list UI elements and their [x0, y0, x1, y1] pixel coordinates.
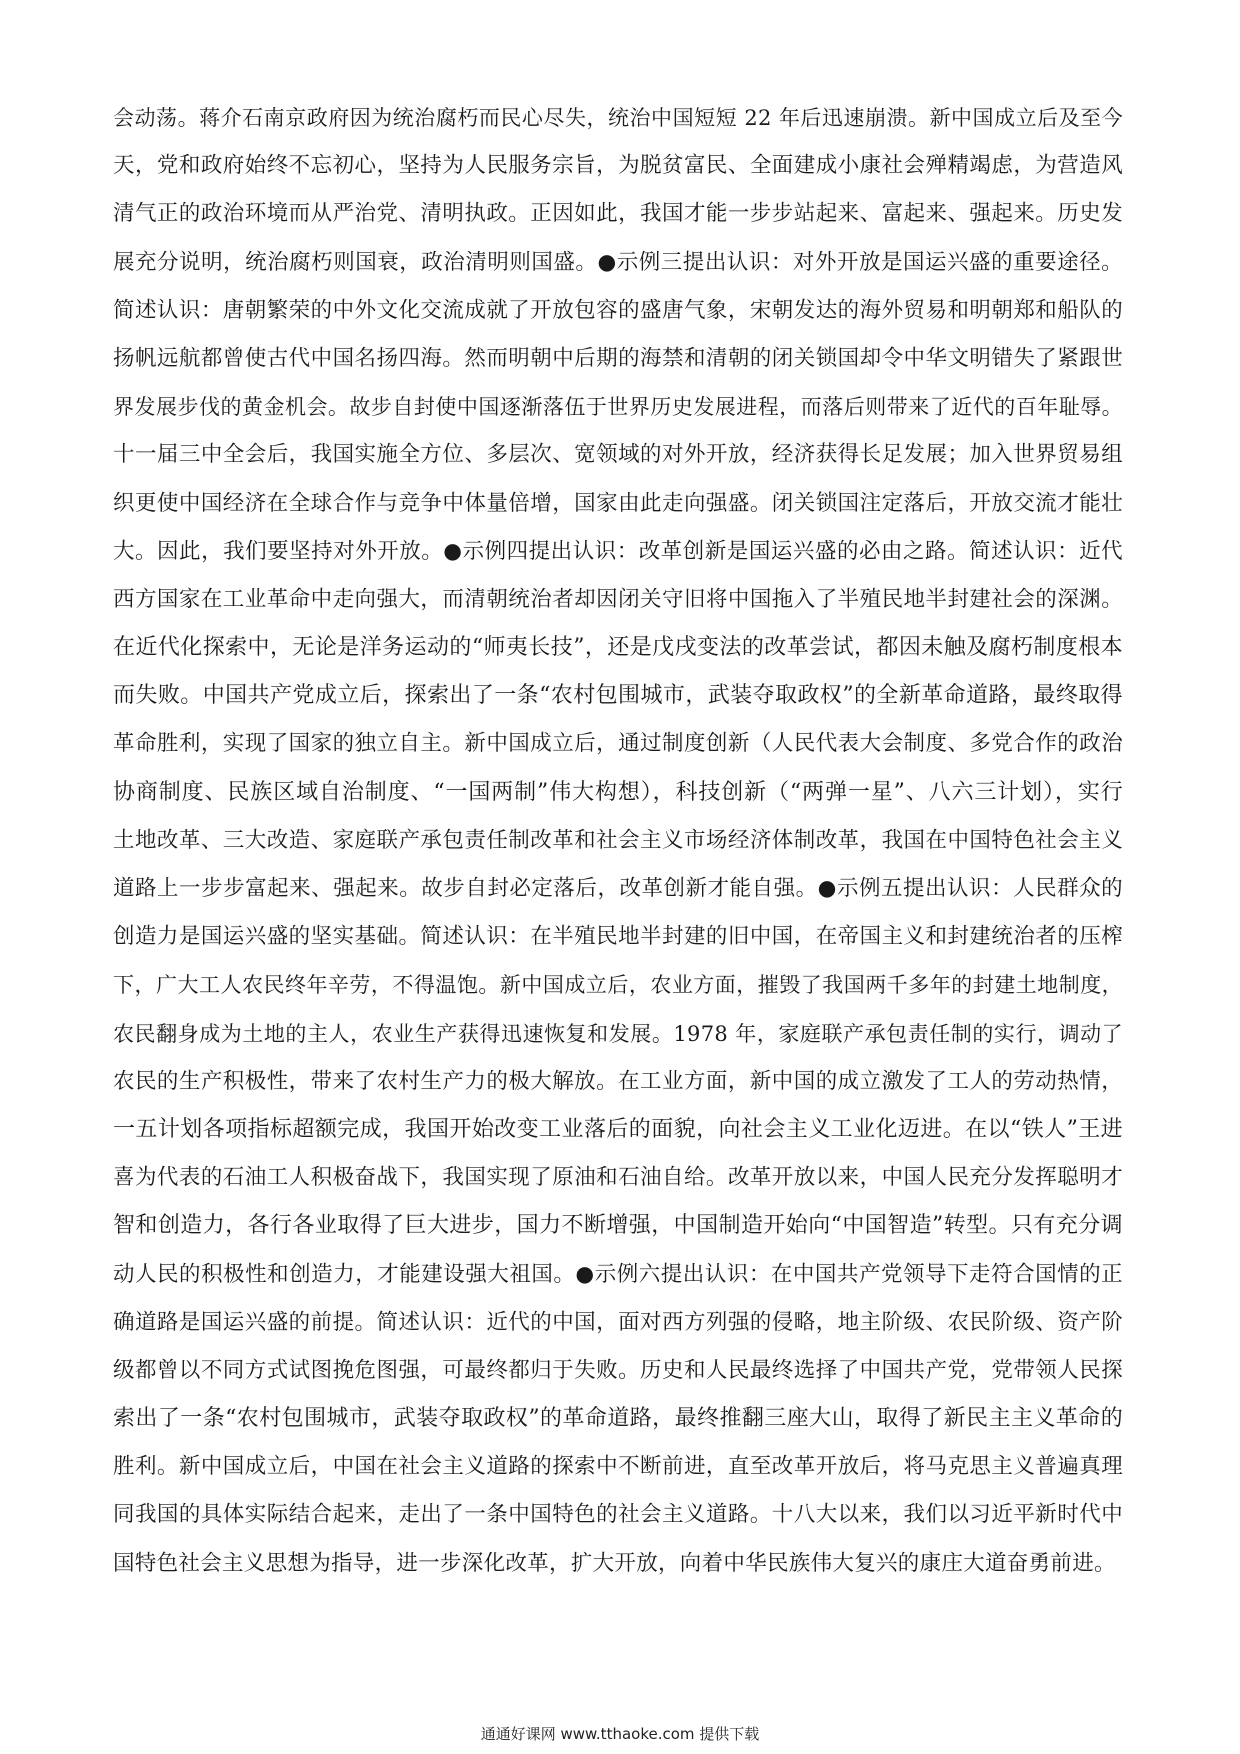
footer-watermark: 通通好课网 www.tthaoke.com 提供下载 — [480, 1725, 760, 1743]
text-line: 界发展步伐的黄金机会。故步自封使中国逐渐落伍于世界历史发展进程，而落后则带来了近代的百年耻辱。 — [113, 395, 1123, 420]
text-line: 西方国家在工业革命中走向强大，而清朝统治者却因闭关守旧将中国拖入了半殖民地半封建社会的深渊。 — [113, 586, 1123, 612]
text-line: 道路上一步步富起来、强起来。故步自封必定落后，改革创新才能自强。●示例五提出认识：人民群众的 — [113, 876, 1123, 901]
text-line: 下，广大工人农民终年辛劳，不得温饱。新中国成立后，农业方面，摧毁了我国两千多年的封建土地制度， — [113, 973, 1123, 998]
text-line: 十一届三中全会后，我国实施全方位、多层次、宽领域的对外开放，经济获得长足发展；加入世界贸易组 — [113, 442, 1123, 468]
text-line: 简述认识：唐朝繁荣的中外文化交流成就了开放包容的盛唐气象，宋朝发达的海外贸易和明朝郑和船队的 — [113, 297, 1123, 323]
text-line: 在近代化探索中，无论是洋务运动的“师夷长技”，还是戊戌变法的改革尝试，都因未触及腐朽制度根本 — [113, 635, 1123, 661]
text-line: 一五计划各项指标超额完成，我国开始改变工业落后的面貌，向社会主义工业化迈进。在以“铁人”王进 — [113, 1116, 1123, 1142]
text-line: 织更使中国经济在全球合作与竞争中体量倍增，国家由此走向强盛。闭关锁国注定落后，开放交流才能壮 — [113, 490, 1123, 516]
text-line: 级都曾以不同方式试图挽危图强，可最终都归于失败。历史和人民最终选择了中国共产党，党带领人民探 — [113, 1357, 1123, 1383]
text-line: 智和创造力，各行各业取得了巨大进步，国力不断增强，中国制造开始向“中国智造”转型。只有充分调 — [113, 1213, 1123, 1239]
text-line: 农民的生产积极性，带来了农村生产力的极大解放。在工业方面，新中国的成立激发了工人的劳动热情， — [113, 1068, 1123, 1094]
text-line: 动人民的积极性和创造力，才能建设强大祖国。●示例六提出认识：在中国共产党领导下走符合国情的正 — [113, 1261, 1123, 1287]
document-body — [113, 94, 1123, 1588]
text-line: 土地改革、三大改造、家庭联产承包责任制改革和社会主义市场经济体制改革，我国在中国特色社会主义 — [113, 827, 1123, 853]
text-line: 农民翻身成为土地的主人，农业生产获得迅速恢复和发展。1978 年，家庭联产承包责任制的实行，调动了 — [113, 1021, 1123, 1046]
text-line: 革命胜利，实现了国家的独立自主。新中国成立后，通过制度创新（人民代表大会制度、多党合作的政治 — [113, 731, 1123, 757]
text-line: 清气正的政治环境而从严治党、清明执政。正因如此，我国才能一步步站起来、富起来、强起来。历史发 — [113, 201, 1123, 227]
text-line: 天，党和政府始终不忘初心，坚持为人民服务宗旨，为脱贫富民、全面建成小康社会殚精竭虑，为营造风 — [113, 153, 1123, 179]
text-line: 确道路是国运兴盛的前提。简述认识：近代的中国，面对西方列强的侵略，地主阶级、农民阶级、资产阶 — [113, 1309, 1123, 1335]
text-line: 协商制度、民族区域自治制度、“一国两制”伟大构想），科技创新（“两弹一星”、八六三计划），实行 — [113, 779, 1123, 805]
text-line: 索出了一条“农村包围城市，武装夺取政权”的革命道路，最终推翻三座大山，取得了新民主主义革命的 — [113, 1406, 1124, 1432]
text-line: 而失败。中国共产党成立后，探索出了一条“农村包围城市，武装夺取政权”的全新革命道路，最终取得 — [113, 683, 1123, 709]
text-line: 会动荡。蒋介石南京政府因为统治腐朽而民心尽失，统治中国短短 22 年后迅速崩溃。新中国成立后及至今 — [113, 106, 1123, 130]
text-line: 展充分说明，统治腐朽则国衰，政治清明则国盛。●示例三提出认识：对外开放是国运兴盛的重要途径。 — [113, 249, 1123, 275]
text-line: 同我国的具体实际结合起来，走出了一条中国特色的社会主义道路。十八大以来，我们以习近平新时代中 — [113, 1502, 1123, 1528]
text-line: 扬帆远航都曾使古代中国名扬四海。然而明朝中后期的海禁和清朝的闭关锁国却令中华文明错失了紧跟世 — [113, 345, 1123, 371]
text-line: 创造力是国运兴盛的坚实基础。简述认识：在半殖民地半封建的旧中国，在帝国主义和封建统治者的压榨 — [113, 924, 1123, 950]
text-line: 国特色社会主义思想为指导，进一步深化改革，扩大开放，向着中华民族伟大复兴的康庄大道奋勇前进。 — [113, 1550, 1116, 1576]
text-line: 胜利。新中国成立后，中国在社会主义道路的探索中不断前进，直至改革开放后，将马克思主义普遍真理 — [113, 1454, 1123, 1480]
text-line: 大。因此，我们要坚持对外开放。●示例四提出认识：改革创新是国运兴盛的必由之路。简述认识：近代 — [113, 538, 1123, 564]
text-line: 喜为代表的石油工人积极奋战下，我国实现了原油和石油自给。改革开放以来，中国人民充分发挥聪明才 — [113, 1165, 1123, 1191]
